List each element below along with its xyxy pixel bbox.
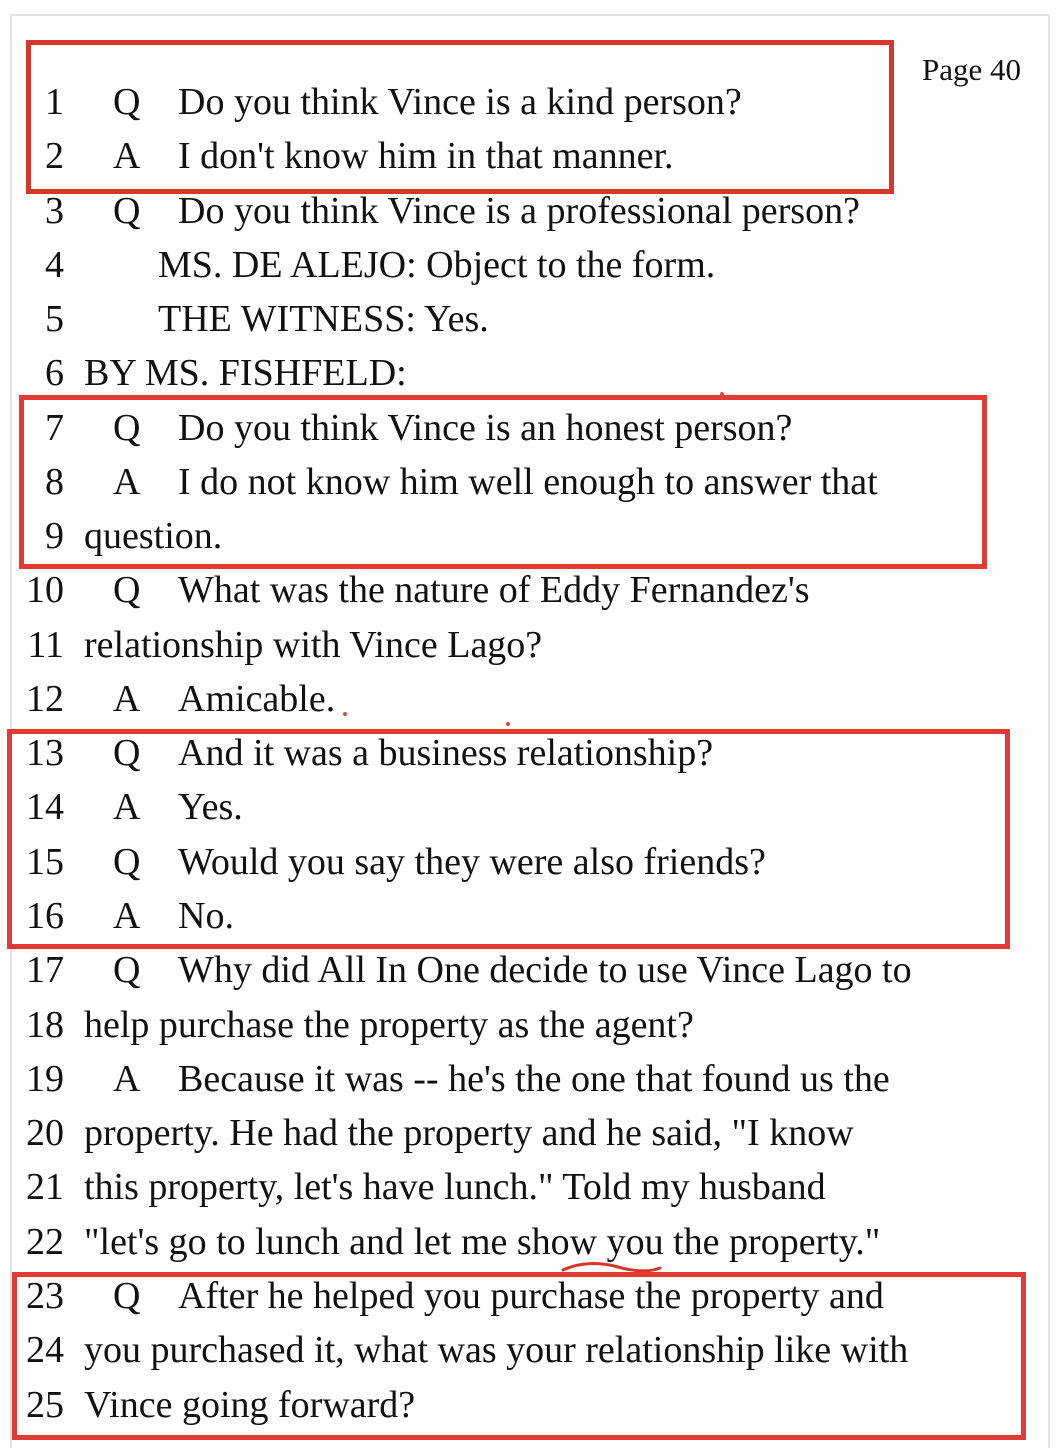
line-number: 18 [26, 1004, 64, 1046]
transcript-line [0, 1106, 1040, 1160]
qa-marker: Q [113, 569, 141, 611]
ink-dot-icon [720, 392, 724, 396]
line-number: 3 [45, 190, 64, 232]
transcript-line [0, 998, 1040, 1052]
line-text: Do you think Vince is a professional person? [178, 190, 860, 232]
line-text: Vince going forward? [84, 1384, 416, 1426]
qa-marker: A [113, 1058, 141, 1100]
line-text: I don't know him in that manner. [178, 135, 674, 177]
line-text: question. [84, 515, 223, 557]
line-number: 11 [27, 624, 64, 666]
line-number: 25 [26, 1384, 64, 1426]
line-number: 5 [45, 298, 64, 340]
ink-dot-icon [506, 722, 510, 726]
highlight-box-lines-13-16 [7, 729, 1010, 949]
line-text: BY MS. FISHFELD: [84, 352, 407, 394]
line-text: What was the nature of Eddy Fernandez's [178, 569, 810, 611]
line-text: After he helped you purchase the property and [178, 1275, 884, 1317]
underline-squiggle-icon [560, 1258, 664, 1278]
qa-marker: A [113, 895, 141, 937]
line-number: 13 [26, 732, 64, 774]
transcript-line [0, 1160, 1040, 1214]
qa-marker: A [113, 678, 141, 720]
transcript-line [0, 238, 1040, 292]
line-text: Why did All In One decide to use Vince Lago to [178, 949, 912, 991]
line-number: 10 [26, 569, 64, 611]
line-text: this property, let's have lunch." Told my husband [84, 1166, 826, 1208]
line-number: 6 [45, 352, 64, 394]
qa-marker: Q [113, 407, 141, 449]
line-number: 7 [45, 407, 64, 449]
line-number: 9 [45, 515, 64, 557]
qa-marker: Q [113, 190, 141, 232]
line-text: Do you think Vince is an honest person? [178, 407, 793, 449]
line-text: No. [178, 895, 234, 937]
line-text: relationship with Vince Lago? [84, 624, 543, 666]
line-text: Amicable. [178, 678, 336, 720]
qa-marker: A [113, 786, 141, 828]
transcript-line [0, 1215, 1040, 1269]
line-number: 23 [26, 1275, 64, 1317]
qa-marker: Q [113, 949, 141, 991]
transcript-line [0, 618, 1040, 672]
qa-marker: A [113, 461, 141, 503]
line-number: 2 [45, 135, 64, 177]
line-text: you purchased it, what was your relationship like with [84, 1329, 909, 1371]
line-text: property. He had the property and he said, "I know [84, 1112, 854, 1154]
qa-marker: Q [113, 732, 141, 774]
line-number: 1 [45, 81, 64, 123]
line-text: Yes. [178, 786, 243, 828]
line-text: I do not know him well enough to answer that [178, 461, 878, 503]
transcript-line [0, 292, 1040, 346]
transcript-line [0, 563, 1040, 617]
line-text: And it was a business relationship? [178, 732, 714, 774]
line-text: help purchase the property as the agent? [84, 1004, 694, 1046]
line-number: 17 [26, 949, 64, 991]
highlight-box-lines-23-25 [12, 1272, 1026, 1440]
qa-marker: A [113, 135, 141, 177]
transcript-line [0, 346, 1040, 400]
line-number: 19 [26, 1058, 64, 1100]
qa-marker: Q [113, 81, 141, 123]
line-number: 24 [26, 1329, 64, 1371]
page-number: Page 40 [922, 52, 1022, 87]
line-number: 12 [26, 678, 64, 720]
line-text: "let's go to lunch and let me show you the property." [84, 1221, 881, 1263]
line-text: MS. DE ALEJO: Object to the form. [158, 244, 716, 286]
line-text: Because it was -- he's the one that found us the [178, 1058, 890, 1100]
transcript-line [0, 1052, 1040, 1106]
ink-dot-icon [343, 712, 347, 716]
highlight-box-lines-7-9 [19, 395, 987, 569]
qa-marker: Q [113, 841, 141, 883]
line-number: 4 [45, 244, 64, 286]
line-text: Would you say they were also friends? [178, 841, 766, 883]
line-number: 22 [26, 1221, 64, 1263]
line-number: 21 [26, 1166, 64, 1208]
line-number: 20 [26, 1112, 64, 1154]
line-text: Do you think Vince is a kind person? [178, 81, 742, 123]
transcript-line [0, 672, 1040, 726]
line-number: 15 [26, 841, 64, 883]
line-number: 8 [45, 461, 64, 503]
line-number: 14 [26, 786, 64, 828]
line-text: THE WITNESS: Yes. [158, 298, 489, 340]
qa-marker: Q [113, 1275, 141, 1317]
line-number: 16 [26, 895, 64, 937]
transcript-line [0, 943, 1040, 997]
highlight-box-lines-1-2 [26, 40, 894, 194]
